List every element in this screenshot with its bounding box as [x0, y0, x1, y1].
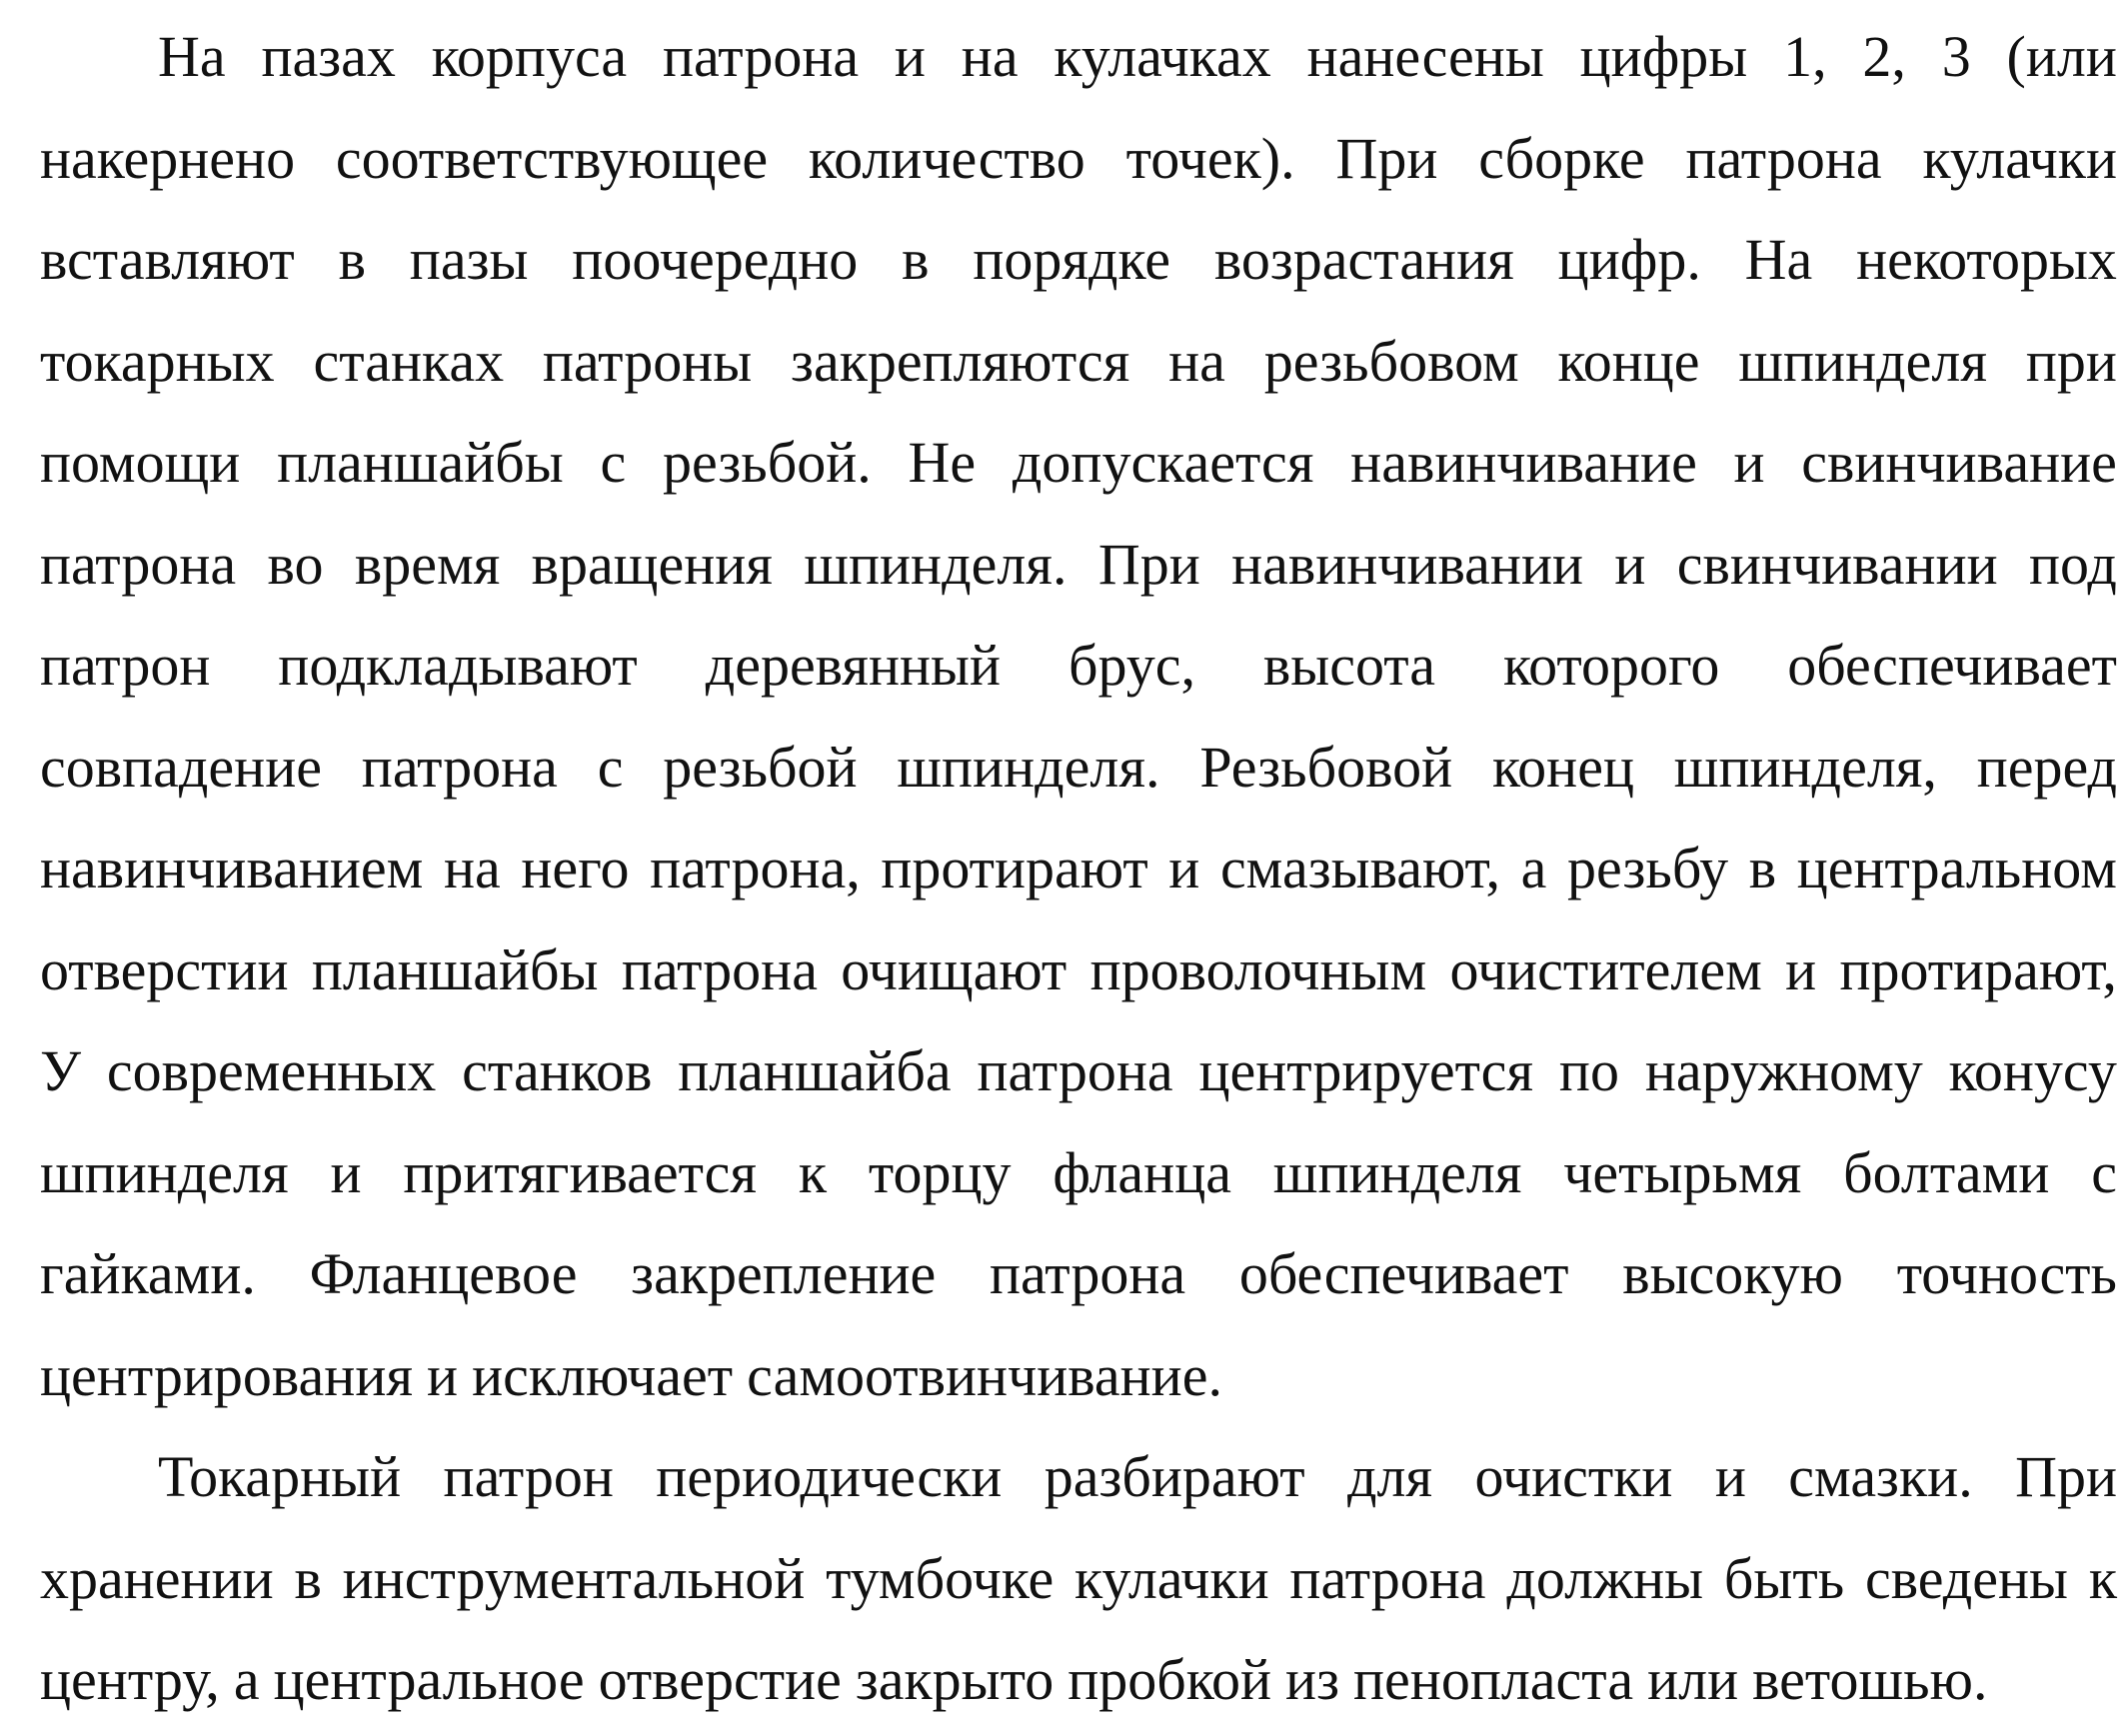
word: брус, [1067, 633, 1195, 698]
word: проволочным [1089, 936, 1427, 1002]
word: шпинделя, [1673, 734, 1937, 800]
word: шпинделя [40, 1139, 289, 1205]
text-line [40, 615, 2117, 717]
word: исключает [472, 1342, 734, 1408]
text-line [40, 1629, 2117, 1731]
text-line [40, 1325, 2117, 1427]
word: планшайба [678, 1038, 952, 1103]
word: пробкой [1067, 1647, 1272, 1712]
word: кулачки [1922, 125, 2117, 191]
word: в [294, 1545, 322, 1611]
word: нанесены [1306, 24, 1544, 89]
word: и [330, 1139, 362, 1205]
word: вращения [531, 531, 773, 597]
word: точность [1896, 1241, 2117, 1306]
word: него [521, 836, 630, 900]
word: болтами [1843, 1139, 2050, 1205]
word: планшайбы [277, 430, 564, 495]
word: торцу [868, 1139, 1012, 1205]
word: и [1785, 936, 1817, 1002]
word: центру, [40, 1647, 220, 1712]
word: кулачки [1074, 1545, 1269, 1611]
word: патрона [621, 936, 818, 1002]
word: смазки. [1788, 1444, 1973, 1509]
document-page [40, 6, 2117, 1731]
word: смазывают, [1219, 836, 1501, 900]
paragraph-1 [40, 6, 2117, 1426]
word: для [1346, 1444, 1433, 1509]
text-line [40, 818, 2117, 919]
word: под [2029, 531, 2117, 597]
word: свинчивании [1676, 531, 1998, 597]
text-line [40, 717, 2117, 819]
word: быть [1723, 1545, 1845, 1611]
word: деревянный [705, 633, 1002, 698]
word: самоотвинчивание. [747, 1342, 1222, 1408]
word: При [1097, 531, 1200, 597]
word: пазах [261, 24, 396, 89]
word: обеспечивает [1238, 1241, 1569, 1306]
word: На [158, 24, 226, 89]
word: четырьмя [1563, 1139, 1802, 1205]
word: современных [106, 1038, 437, 1103]
word: соответствующее [335, 125, 769, 191]
text-line [40, 311, 2117, 413]
word: шпинделя. [804, 531, 1067, 597]
paragraph-2 [40, 1426, 2117, 1731]
word: патрона [662, 24, 860, 89]
word: сведены [1864, 1545, 2069, 1611]
word: порядке [973, 227, 1171, 292]
word: 3 [1941, 24, 1971, 89]
word: центрируется [1198, 1038, 1534, 1103]
word: цифр. [1557, 227, 1701, 292]
word: закрепление [631, 1241, 937, 1306]
word: навинчиванием [40, 836, 424, 900]
text-line [40, 1528, 2117, 1630]
word: совпадение [40, 734, 322, 800]
text-line [40, 209, 2117, 311]
word: разбирают [1044, 1444, 1305, 1509]
word: Фланцевое [309, 1241, 578, 1306]
text-line [40, 919, 2117, 1021]
word: с [597, 734, 624, 800]
word: инструментальной [342, 1545, 806, 1611]
word: станках [313, 328, 505, 394]
word: на [443, 836, 501, 900]
word: во [267, 531, 324, 597]
word: притягивается [403, 1139, 758, 1205]
word: протирают [881, 836, 1148, 900]
word: станков [462, 1038, 653, 1103]
word: токарных [40, 328, 275, 394]
word: из [1285, 1647, 1339, 1712]
word: вставляют [40, 227, 295, 292]
word: патрона [989, 1241, 1186, 1306]
word: планшайбы [311, 936, 599, 1002]
word: отверстии [40, 936, 289, 1002]
word: при [2025, 328, 2117, 394]
word: и [894, 24, 926, 89]
word: количество [808, 125, 1085, 191]
word: патрон [443, 1444, 614, 1509]
word: корпуса [431, 24, 628, 89]
text-line [40, 108, 2117, 210]
word: При [1335, 125, 1438, 191]
word: Токарный [158, 1444, 402, 1509]
word: допускается [1012, 430, 1314, 495]
word: с [600, 430, 627, 495]
word: Резьбовой [1199, 734, 1453, 800]
word: подкладывают [278, 633, 638, 698]
word: закрыто [855, 1647, 1055, 1712]
word: центрирования [40, 1342, 414, 1408]
word: и [1614, 531, 1646, 597]
word: патрона [977, 1038, 1173, 1103]
word: очистителем [1449, 936, 1762, 1002]
word: шпинделя. [897, 734, 1160, 800]
word: а [1520, 836, 1547, 900]
word: высокую [1622, 1241, 1843, 1306]
word: высота [1262, 633, 1436, 698]
word: фланца [1053, 1139, 1231, 1205]
word: патрона [1289, 1545, 1486, 1611]
text-line [40, 514, 2117, 616]
word: протирают, [1839, 936, 2117, 1002]
text-line [40, 6, 2117, 108]
word: периодически [656, 1444, 1003, 1509]
word: патрон [40, 633, 211, 698]
word: на [961, 24, 1019, 89]
word: возрастания [1213, 227, 1514, 292]
word: на [1168, 328, 1225, 394]
word: в [338, 227, 366, 292]
word: кулачках [1054, 24, 1271, 89]
word: ветошью. [1752, 1647, 1988, 1712]
word: по [1558, 1038, 1619, 1103]
text-line [40, 1020, 2117, 1122]
text-line [40, 412, 2117, 514]
word: резьбой [663, 734, 858, 800]
word: очистки [1474, 1444, 1673, 1509]
word: тумбочке [826, 1545, 1055, 1611]
word: свинчивание [1801, 430, 2117, 495]
word: сборке [1478, 125, 1645, 191]
word: патроны [542, 328, 753, 394]
word: шпинделя [1738, 328, 1988, 394]
word: центральном [1796, 836, 2117, 900]
word: резьбой. [662, 430, 872, 495]
word: конец [1491, 734, 1634, 800]
word: должны [1506, 1545, 1704, 1611]
word: помощи [40, 430, 241, 495]
word: в [1748, 836, 1777, 900]
word: шпинделя [1272, 1139, 1522, 1205]
word: резьбу [1567, 836, 1729, 900]
word: а [233, 1647, 260, 1712]
word: с [2091, 1139, 2117, 1205]
text-line [40, 1426, 2117, 1528]
word: некоторых [1856, 227, 2117, 292]
word: накернено [40, 125, 296, 191]
word: и [1168, 836, 1200, 900]
word: пазы [409, 227, 529, 292]
word: в [902, 227, 930, 292]
word: к [2088, 1545, 2117, 1611]
word: навинчивание [1350, 430, 1697, 495]
word: патрона, [650, 836, 861, 900]
text-line [40, 1223, 2117, 1325]
word: патрона [1685, 125, 1882, 191]
word: закрепляются [791, 328, 1130, 394]
word: центральное [273, 1647, 585, 1712]
word: патрона [361, 734, 558, 800]
word: У [40, 1038, 82, 1103]
word: точек). [1125, 125, 1295, 191]
word: пенопласта [1353, 1647, 1634, 1712]
word: которого [1502, 633, 1720, 698]
word: очищают [841, 936, 1067, 1002]
word: и [427, 1342, 459, 1408]
word: и [1733, 430, 1765, 495]
word: поочередно [572, 227, 859, 292]
word: или [1647, 1647, 1739, 1712]
word: время [354, 531, 501, 597]
word: хранении [40, 1545, 274, 1611]
word: (или [2006, 24, 2117, 89]
word: патрона [40, 531, 237, 597]
word: гайками. [40, 1241, 256, 1306]
word: 2, [1862, 24, 1906, 89]
text-line [40, 1122, 2117, 1224]
word: обеспечивает [1787, 633, 2117, 698]
word: перед [1976, 734, 2117, 800]
word: к [798, 1139, 828, 1205]
word: резьбовом [1263, 328, 1519, 394]
word: 1, [1783, 24, 1827, 89]
word: Не [908, 430, 977, 495]
word: навинчивании [1231, 531, 1584, 597]
word: конусу [1948, 1038, 2117, 1103]
word: цифры [1579, 24, 1748, 89]
word: На [1744, 227, 1813, 292]
word: и [1714, 1444, 1746, 1509]
word: отверстие [598, 1647, 842, 1712]
word: наружному [1644, 1038, 1923, 1103]
word: При [2015, 1444, 2117, 1509]
word: конце [1557, 328, 1700, 394]
